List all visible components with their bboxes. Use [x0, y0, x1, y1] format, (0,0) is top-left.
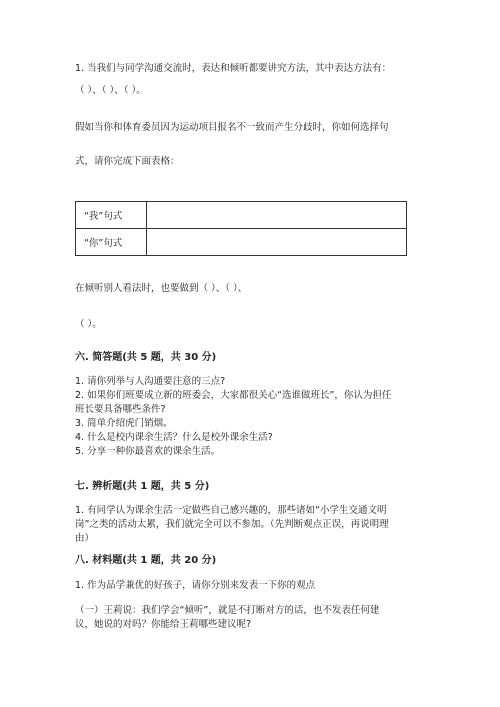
- section6-item: 1. 请你列举与人沟通要注意的三点?: [75, 376, 226, 387]
- q2-line1: 假如当你和体育委员因为运动项目报名不一致而产生分歧时，你如何选择句: [75, 122, 389, 133]
- q1-line1: 1. 当我们与同学沟通交流时，表达和倾听都要讲究方法，其中表达方法有：: [75, 63, 392, 74]
- section6-item: 4. 什么是校内课余生活？什么是校外课余生活?: [75, 432, 273, 443]
- sentence-pattern-table: [75, 201, 407, 256]
- section6-item: 班长要具备哪些条件?: [75, 404, 166, 415]
- section6-item: 3. 简单介绍虎门销烟。: [75, 418, 173, 429]
- section7-item: 由）: [75, 533, 95, 544]
- section8-question: 1. 作为品学兼优的好孩子，请你分别来发表一下你的观点: [75, 580, 316, 591]
- section6-title: 六. 简答题(共 5 题，共 30 分): [75, 352, 217, 363]
- q1-line2: （ ）、（ ）、（ ）。: [75, 85, 146, 96]
- table-row: [76, 202, 407, 229]
- section7-item: 1. 有同学认为课余生活一定做些自己感兴趣的，那些诸如“小学生交通文明: [75, 505, 387, 516]
- section6-item: 5. 分享一种你最喜欢的课余生活。: [75, 446, 221, 457]
- section7-title: 七. 辨析题(共 1 题，共 5 分): [75, 481, 210, 492]
- q2-line2: 式，请你完成下面表格：: [75, 156, 180, 167]
- section8-title: 八. 材料题(共 1 题，共 20 分): [75, 555, 217, 566]
- table-cell-label: “你”句式: [76, 229, 147, 256]
- section8-sub-line2: 议，她说的对吗？你能给王莉哪些建议呢?: [75, 619, 252, 630]
- table-cell-answer[interactable]: [147, 202, 407, 229]
- table-cell-label: “我”句式: [76, 202, 147, 229]
- q3-line2: （ ）。: [75, 319, 102, 330]
- q3-line1: 在倾听别人看法时，也要做到（ ）、（ ）、: [75, 283, 248, 294]
- section6-item: 2. 如果你们班要成立新的班委会，大家都很关心“选谁做班长”，你认为担任: [75, 390, 392, 401]
- table-cell-answer[interactable]: [147, 229, 407, 256]
- table-row: [76, 229, 407, 256]
- section8-sub-line1: （一）王莉说：我们学会“倾听”，就是不打断对方的话，也不发表任何建: [75, 605, 380, 616]
- section7-item: 岗”之类的活动太累，我们就完全可以不参加。（先判断观点正误，再说明理: [75, 519, 389, 530]
